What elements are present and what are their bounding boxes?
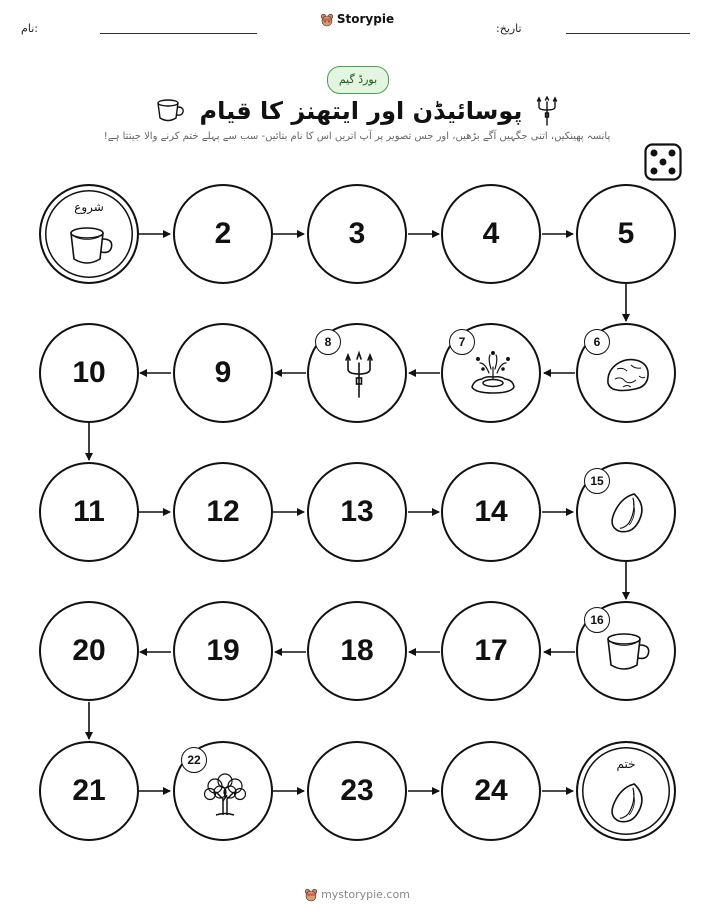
cell-number: 18: [340, 634, 374, 667]
olive-icon: [603, 488, 653, 538]
board-cell-6[interactable]: [576, 323, 676, 423]
start-label: شروع: [74, 200, 104, 214]
board-cell-24[interactable]: [441, 741, 541, 841]
end-label: ختم: [616, 757, 636, 771]
name-label: نام:: [21, 22, 38, 35]
cell-number: 12: [206, 495, 240, 528]
tree-icon: [200, 767, 250, 817]
cell-number: 2: [214, 217, 232, 250]
board-cell-13[interactable]: [307, 462, 407, 562]
board-cell-7[interactable]: [441, 323, 541, 423]
brand-name: Storypie: [336, 12, 395, 26]
cell-number: 11: [73, 495, 105, 528]
board-cell-17[interactable]: [441, 601, 541, 701]
board-cell-3[interactable]: [307, 184, 407, 284]
page-title: پوسائیڈن اور ایتھنز کا قیام: [199, 97, 523, 125]
cell-number: 23: [340, 774, 374, 807]
cell-number: 24: [474, 774, 508, 807]
trident-icon: [334, 349, 384, 399]
rock-icon: [603, 349, 653, 399]
cell-number-tag: 16: [584, 607, 610, 633]
cell-number: 13: [340, 495, 374, 528]
board-cell-23[interactable]: [307, 741, 407, 841]
instructions: پانسہ پھینکیں، اتنی جگہیں آگے بڑھیں، اور جس تصویر پر آپ اتریں اس کا نام بتائیں- سب سے پہلے ختم کرنے والا جیتتا ہے!: [103, 131, 611, 142]
board-cell-22[interactable]: [173, 741, 273, 841]
board-cell-25[interactable]: [576, 741, 676, 841]
cell-number-tag: 6: [584, 329, 610, 355]
footer-url[interactable]: mystorypie.com: [321, 888, 410, 901]
cell-number-tag: 15: [584, 468, 610, 494]
board-cell-19[interactable]: [173, 601, 273, 701]
cell-number: 10: [72, 356, 106, 389]
cell-number-tag: 8: [315, 329, 341, 355]
footer: [0, 888, 714, 902]
board-game-badge: بورڈ گیم: [327, 66, 389, 94]
board-cell-16[interactable]: [576, 601, 676, 701]
bear-logo-icon: [304, 888, 318, 902]
board-cell-12[interactable]: [173, 462, 273, 562]
board-cell-20[interactable]: [39, 601, 139, 701]
cell-number: 4: [482, 217, 500, 250]
board-cell-14[interactable]: [441, 462, 541, 562]
cup-icon: [603, 627, 653, 677]
spring-icon: [468, 349, 518, 399]
board-cell-4[interactable]: [441, 184, 541, 284]
board-cell-9[interactable]: [173, 323, 273, 423]
cell-number: 14: [474, 495, 508, 528]
cell-number: 21: [72, 774, 106, 807]
board-cell-2[interactable]: [173, 184, 273, 284]
board-cell-11[interactable]: [39, 462, 139, 562]
board-cell-21[interactable]: [39, 741, 139, 841]
cell-number: 19: [206, 634, 240, 667]
olive-icon: [603, 778, 653, 828]
board-cell-1[interactable]: [39, 184, 139, 284]
board-cell-10[interactable]: [39, 323, 139, 423]
cup-icon: [66, 221, 116, 271]
cell-number: 20: [72, 634, 106, 667]
cell-number: 3: [348, 217, 366, 250]
cell-number: 5: [617, 217, 635, 250]
cell-number-tag: 7: [449, 329, 475, 355]
board-cell-8[interactable]: [307, 323, 407, 423]
cell-number-tag: 22: [181, 747, 207, 773]
board-cell-5[interactable]: [576, 184, 676, 284]
date-label: تاریخ:: [496, 22, 522, 35]
board-cell-18[interactable]: [307, 601, 407, 701]
board-cell-15[interactable]: [576, 462, 676, 562]
cell-number: 17: [474, 634, 508, 667]
cell-number: 9: [214, 356, 232, 389]
